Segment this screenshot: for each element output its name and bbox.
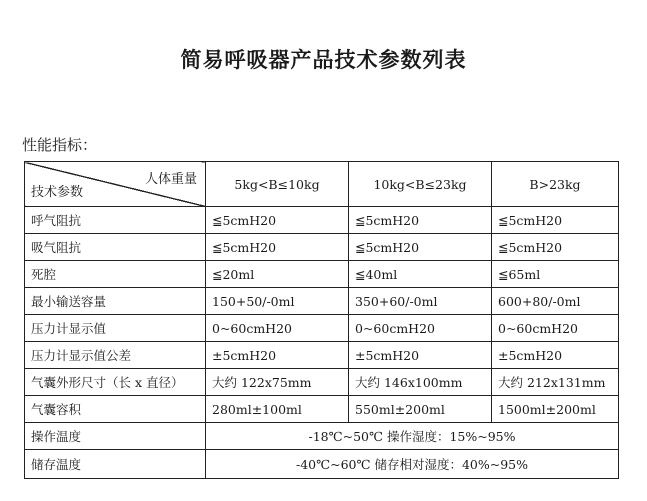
row-value: ≦5cmH20 [206,234,349,261]
row-value: ≦5cmH20 [492,207,619,234]
table-row [25,207,619,234]
row-value: 600+80/-0ml [492,288,619,315]
row-label: 死腔 [25,261,206,288]
corner-label-weight: 人体重量 [144,172,197,187]
table-row [25,450,619,479]
table-header-row [25,162,619,207]
row-value: ±5cmH20 [206,342,349,369]
row-value: 280ml±100ml [206,396,349,423]
row-label: 压力计显示值 [25,315,206,342]
table-row [25,423,619,450]
row-value: ≦5cmH20 [206,207,349,234]
row-value: ±5cmH20 [492,342,619,369]
document-title: 简易呼吸器产品技术参数列表 [180,47,467,72]
row-value: 350+60/-0ml [349,288,492,315]
row-value: 大约 146x100mm [349,369,492,396]
row-value: ≦5cmH20 [492,234,619,261]
row-label: 最小输送容量 [25,288,206,315]
header-cell: 10kg<B≤23kg [349,162,492,207]
row-label: 气囊外形尺寸（长 x 直径） [25,369,206,396]
header-cell: 5kg<B≤10kg [206,162,349,207]
row-label: 吸气阻抗 [25,234,206,261]
table-row [25,234,619,261]
merged-value: -40℃~60℃ 储存相对湿度：40%~95% [206,450,619,479]
row-label: 操作温度 [25,423,206,450]
corner-label-params: 技术参数 [31,185,84,200]
row-value: ≦5cmH20 [349,234,492,261]
row-value: ≦20ml [206,261,349,288]
row-value: 0~60cmH20 [349,315,492,342]
row-label: 气囊容积 [25,396,206,423]
row-value: 1500ml±200ml [492,396,619,423]
row-value: 大约 212x131mm [492,369,619,396]
row-label: 压力计显示值公差 [25,342,206,369]
table-row [25,396,619,423]
table-row [25,369,619,396]
section-heading: 性能指标： [22,136,98,154]
row-value: ≦65ml [492,261,619,288]
row-value: ≦5cmH20 [349,207,492,234]
row-label: 储存温度 [25,450,206,479]
row-label: 呼气阻抗 [25,207,206,234]
row-value: 550ml±200ml [349,396,492,423]
row-value: 0~60cmH20 [492,315,619,342]
row-value: 大约 122x75mm [206,369,349,396]
spec-table [24,161,619,479]
table-row [25,315,619,342]
header-cell: B>23kg [492,162,619,207]
row-value: ±5cmH20 [349,342,492,369]
table-row [25,288,619,315]
row-value: 0~60cmH20 [206,315,349,342]
merged-value: -18℃~50℃ 操作湿度：15%~95% [206,423,619,450]
header-corner-cell [25,162,206,207]
row-value: 150+50/-0ml [206,288,349,315]
table-row [25,261,619,288]
row-value: ≦40ml [349,261,492,288]
table-row [25,342,619,369]
